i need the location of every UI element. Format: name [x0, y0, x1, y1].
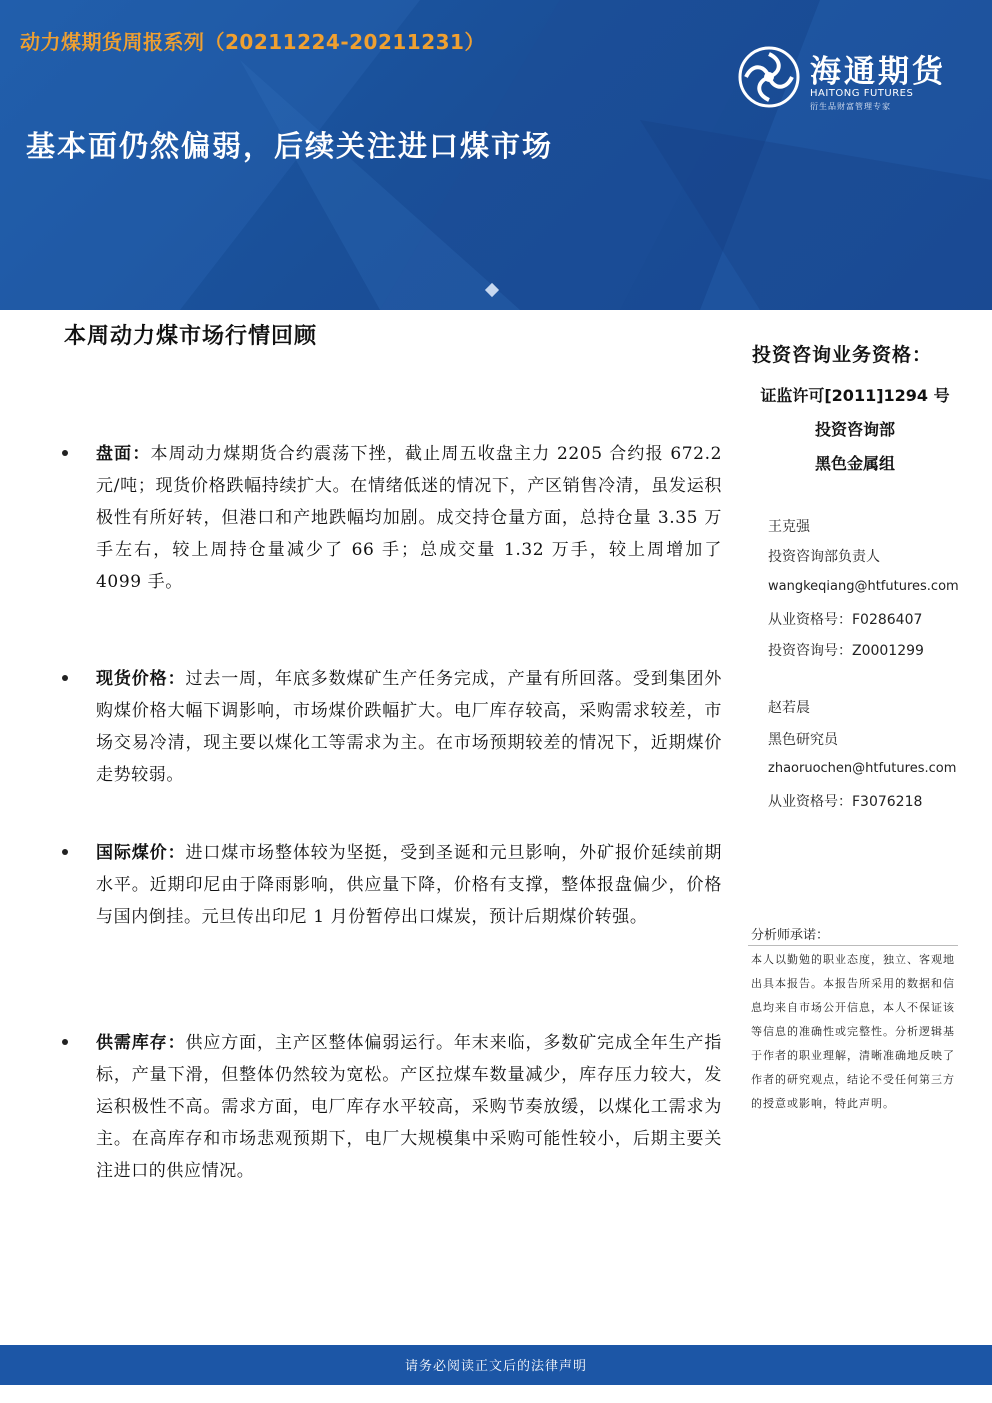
logo-emblem-icon	[738, 46, 800, 108]
analyst1-email[interactable]: wangkeqiang@htfutures.com	[768, 579, 959, 594]
report-series: 动力煤期货周报系列（20211224-20211231）	[20, 30, 485, 54]
analyst1-consult: 投资咨询号：Z0001299	[768, 643, 924, 659]
bullet-body: 本周动力煤期货合约震荡下挫，截止周五收盘主力 2205 合约报 672.2 元/吨；现货价格跌幅持续扩大。在情绪低迷的情况下，产区销售冷清，虽发运积极性有所好转，但港口和产地跌幅均加剧。成交持仓量方面，总持仓量 3.35 万手左右，较上周持仓量减少了 66 手；总成交量 1.32 万手，较上周增加了 4099 手。	[96, 444, 722, 592]
bullet-dot-icon	[62, 675, 68, 681]
analyst2-email[interactable]: zhaoruochen@htfutures.com	[768, 761, 957, 776]
bullet-supply-demand	[62, 1027, 722, 1187]
bullet-label: 盘面：	[96, 444, 151, 464]
bullet-dot-icon	[62, 1039, 68, 1045]
analyst2-name: 赵若晨	[768, 700, 810, 716]
analyst2-cert: 从业资格号：F3076218	[768, 794, 923, 810]
bullet-text	[96, 438, 722, 598]
bullet-market	[62, 438, 722, 598]
logo-english-name: HAITONG FUTURES	[810, 88, 914, 99]
bullet-label: 现货价格：	[96, 669, 186, 689]
bullet-dot-icon	[62, 849, 68, 855]
license-number: 证监许可[2011]1294 号	[760, 386, 950, 405]
bullet-label: 国际煤价：	[96, 843, 186, 863]
bullet-dot-icon	[62, 450, 68, 456]
bullet-text	[96, 837, 722, 933]
bullet-spot-price	[62, 663, 722, 791]
analyst1-title: 投资咨询部负责人	[768, 549, 880, 565]
group-name: 黑色金属组	[814, 454, 895, 473]
bullet-text	[96, 1027, 722, 1187]
company-logo	[738, 44, 958, 114]
analyst1-name: 王克强	[768, 519, 810, 535]
header-banner	[0, 0, 992, 310]
analyst-promise-title: 分析师承诺：	[751, 928, 830, 943]
bullet-body: 进口煤市场整体较为坚挺，受到圣诞和元旦影响，外矿报价延续前期水平。近期印尼由于降雨影响，供应量下降，价格有支撑，整体报盘偏少，价格与国内倒挂。元旦传出印尼 1 月份暂停出口煤炭，预计后期煤价转强。	[96, 843, 723, 927]
logo-chinese-name: 海通期货	[810, 54, 946, 90]
bullet-body: 供应方面，主产区整体偏弱运行。年末来临，多数矿完成全年生产指标，产量下滑，但整体仍然较为宽松。产区拉煤车数量减少，库存压力较大，发运积极性不高。需求方面，电厂库存水平较高，采购节奏放缓，以煤化工需求为主。在高库存和市场悲观预期下，电厂大规模集中采购可能性较小，后期主要关注进口的供应情况。	[96, 1033, 723, 1181]
section-title: 本周动力煤市场行情回顾	[64, 324, 318, 349]
bullet-international-price	[62, 837, 722, 933]
divider	[748, 945, 958, 946]
bullet-label: 供需库存：	[96, 1033, 186, 1053]
department-name: 投资咨询部	[814, 420, 895, 439]
analyst2-title: 黑色研究员	[768, 732, 838, 748]
report-headline: 基本面仍然偏弱，后续关注进口煤市场	[26, 129, 554, 163]
legal-notice-link[interactable]: 请务必阅读正文后的法律声明	[404, 1359, 587, 1374]
qualification-title: 投资咨询业务资格：	[752, 344, 933, 366]
analyst1-cert: 从业资格号：F0286407	[768, 612, 923, 628]
logo-tagline: 衍生品财富管理专家	[810, 102, 891, 111]
bullet-body: 过去一周，年底多数煤矿生产任务完成，产量有所回落。受到集团外购煤价格大幅下调影响，市场煤价跌幅扩大。电厂库存较高，采购需求较差，市场交易冷清，现主要以煤化工等需求为主。在市场预期较差的情况下，近期煤价走势较弱。	[96, 669, 723, 785]
footer-bar	[0, 1345, 992, 1385]
bullet-text	[96, 663, 722, 791]
analyst-promise-text: 本人以勤勉的职业态度，独立、客观地出具本报告。本报告所采用的数据和信息均来自市场公开信息，本人不保证该等信息的准确性或完整性。分析逻辑基于作者的职业理解，清晰准确地反映了作者的研究观点，结论不受任何第三方的授意或影响，特此声明。	[751, 953, 955, 1110]
